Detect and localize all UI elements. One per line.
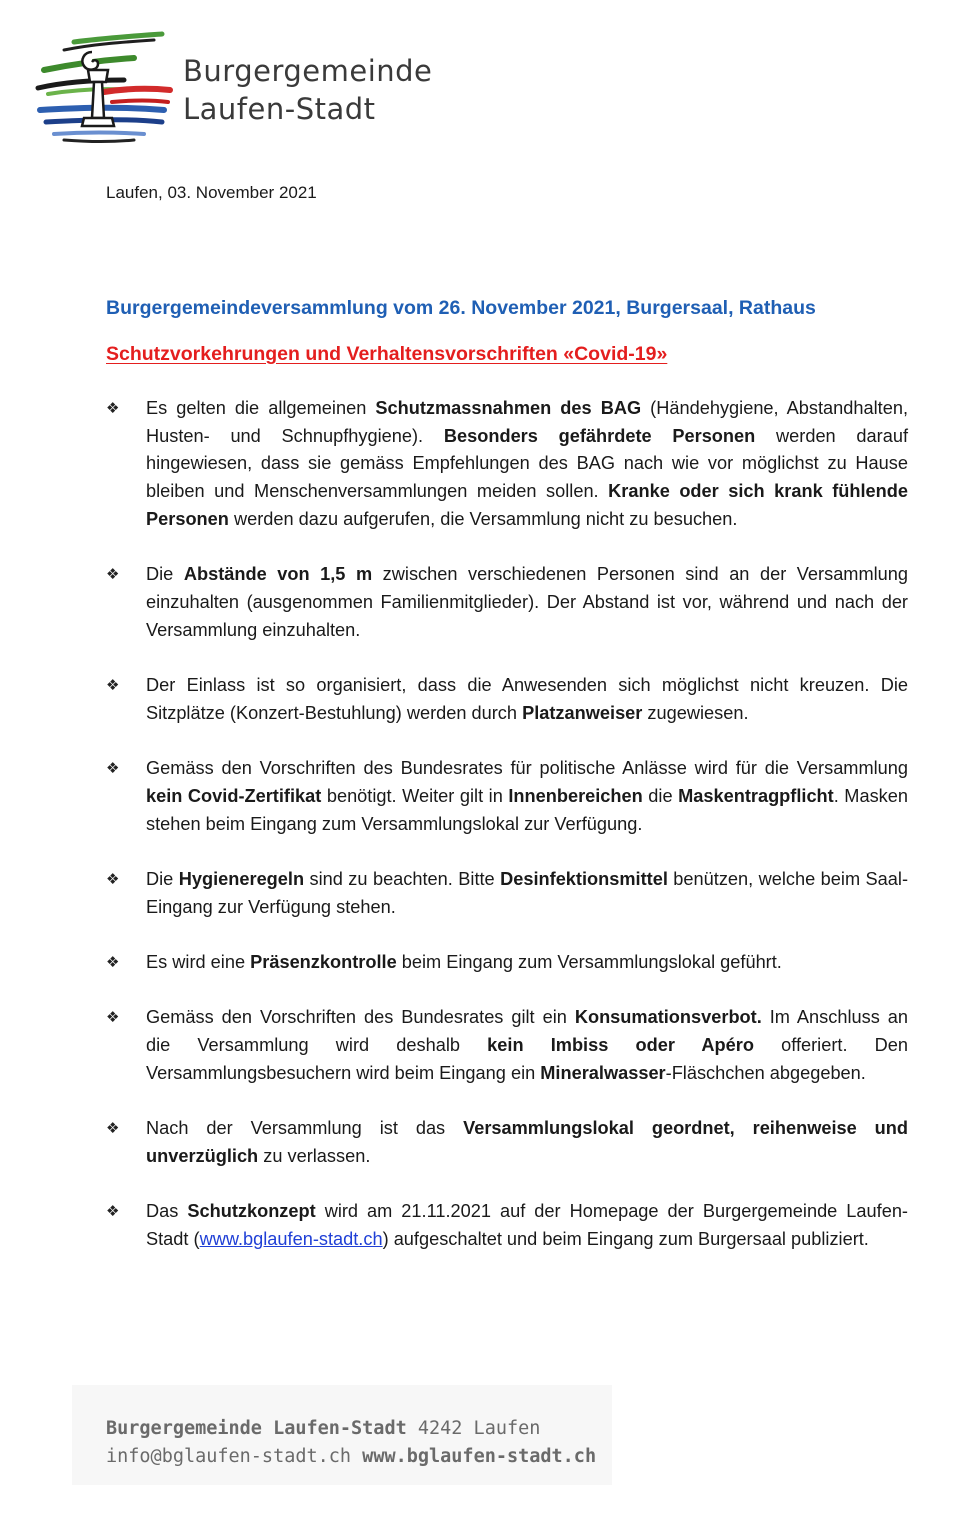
rule-text-segment: Im Anschluss an die Versammlung wird deshalb [146, 1007, 908, 1056]
rule-text-segment: zugewiesen. [642, 702, 749, 723]
rule-text [146, 672, 908, 727]
rule-text [146, 1198, 908, 1253]
rule-text-segment: benötigt. Weiter gilt in [321, 785, 509, 806]
brand-line-2: Laufen-Stadt [183, 92, 376, 126]
rule-emphasis: Maskentragpflicht [678, 785, 834, 806]
rule-emphasis: Mineralwasser [540, 1062, 666, 1083]
rule-item [106, 1004, 908, 1087]
rule-text-segment: Gemäss den Vorschriften des Bundesrates gilt ein [146, 1007, 575, 1028]
rule-text-segment: zwischen verschiedenen Personen sind an der Versammlung einzuhalten (ausgenommen Familienmitglieder). Der Abstand ist vor, während und nach der Versammlung einzuhalten. [146, 564, 908, 640]
bullet-icon: ❖ [106, 399, 120, 417]
rule-item [106, 866, 908, 921]
bullet-icon: ❖ [106, 952, 120, 971]
brand-name [183, 52, 432, 128]
footer-website[interactable]: www.bglaufen-stadt.ch [351, 1446, 597, 1467]
rule-emphasis: Besonders gefährdete Personen [443, 425, 756, 446]
rule-text-segment: Es wird eine [146, 951, 251, 972]
rule-text-segment: werden dazu aufgerufen, die Versammlung nicht zu besuchen. [228, 508, 738, 529]
brand-line-1: Burgergemeinde [183, 54, 433, 88]
footer-text [106, 1415, 596, 1471]
rule-emphasis: Versammlungslokal geordnet, reihenweise und unverzüglich [146, 1118, 908, 1166]
rule-item [106, 672, 908, 727]
rule-emphasis: Innenbereichen [508, 785, 643, 806]
rule-text-segment: -Fläschchen abgegeben. [665, 1062, 866, 1083]
rule-text-segment: die [642, 785, 679, 806]
rule-text-segment: Nach der Versammlung ist das [146, 1118, 464, 1139]
rule-text-segment: Der Einlass ist so organisiert, dass die Anwesenden sich möglichst nicht kreuzen. Die Sitzplätze (Konzert-Bestuhlung) werden durch [146, 675, 908, 723]
document-subtitle: Schutzvorkehrungen und Verhaltensvorschriften «Covid-19» [106, 343, 668, 365]
rule-emphasis: kein Covid-Zertifikat [146, 785, 322, 806]
rule-text [146, 1115, 908, 1170]
rule-text [146, 561, 908, 644]
rule-text-segment: Gemäss den Vorschriften des Bundesrates für politische Anlässe wird für die Versammlung [146, 758, 908, 779]
rule-emphasis: Kranke oder sich krank fühlende Personen [146, 481, 909, 529]
rule-text-segment: Das [146, 1201, 188, 1222]
rule-text [146, 866, 908, 921]
footer-line-2 [106, 1443, 596, 1471]
document-date: Laufen, 03. November 2021 [106, 183, 317, 202]
rule-text-segment: werden darauf hingewiesen, dass sie gemäss Empfehlungen des BAG nach wie vor möglichst zu Hause bleiben und Menschenversammlungen meiden sollen. [146, 425, 909, 502]
rule-text-segment: (Händehygiene, Abstandhalten, Husten- und Schnupfhygiene). [146, 398, 908, 446]
bullet-icon: ❖ [106, 1008, 120, 1027]
rule-item [106, 561, 908, 644]
rule-item [106, 395, 908, 534]
rule-text [146, 755, 908, 838]
rule-item [106, 1198, 908, 1253]
rule-text-segment: . Masken stehen beim Eingang zum Versammlungslokal zur Verfügung. [146, 785, 908, 834]
bullet-icon: ❖ [106, 759, 120, 778]
document-title: Burgergemeindeversammlung vom 26. November 2021, Burgersaal, Rathaus [106, 297, 816, 319]
rule-emphasis: Platzanweiser [522, 702, 643, 723]
rule-text [146, 949, 908, 977]
footer-postal: 4242 Laufen [406, 1418, 541, 1439]
rule-text-segment: wird am 21.11.2021 auf der Homepage der Burgergemeinde Laufen-Stadt ( [146, 1201, 908, 1249]
rule-text-segment: zu verlassen. [258, 1145, 371, 1166]
rule-text-segment: Die [146, 868, 179, 889]
rule-text-segment: Es gelten die allgemeinen [146, 398, 376, 418]
bullet-icon: ❖ [106, 1202, 120, 1221]
rule-emphasis: Abstände von 1,5 m [183, 564, 373, 585]
rule-item [106, 1115, 908, 1170]
rule-emphasis: Konsumationsverbot. [574, 1007, 762, 1028]
rule-emphasis: Präsenzkontrolle [250, 951, 397, 972]
rules-list [106, 395, 908, 1281]
website-link[interactable]: www.bglaufen-stadt.ch [199, 1228, 383, 1249]
bullet-icon: ❖ [106, 676, 120, 694]
rule-emphasis: Schutzkonzept [187, 1201, 316, 1222]
rule-text [146, 395, 908, 534]
footer-org: Burgergemeinde Laufen-Stadt [106, 1418, 407, 1439]
rule-text-segment: Die [146, 564, 184, 585]
rule-emphasis: Schutzmassnahmen des BAG [375, 398, 642, 418]
rule-text [146, 1004, 908, 1087]
rule-text-segment: beim Eingang zum Versammlungslokal geführt. [396, 951, 782, 972]
rule-emphasis: kein Imbiss oder Apéro [487, 1035, 754, 1056]
bullet-icon: ❖ [106, 1119, 120, 1138]
bullet-icon: ❖ [106, 565, 120, 584]
rule-emphasis: Desinfektionsmittel [500, 868, 668, 889]
footer-email[interactable]: info@bglaufen-stadt.ch [106, 1446, 352, 1467]
coat-of-arms-bishop-staff-icon [34, 30, 174, 148]
bullet-icon: ❖ [106, 869, 120, 888]
rule-text-segment: offeriert. Den Versammlungsbesuchern wird beim Eingang ein [146, 1035, 909, 1083]
rule-text-segment: sind zu beachten. Bitte [304, 868, 501, 889]
rule-item [106, 755, 908, 838]
footer-line-1 [106, 1415, 596, 1443]
rule-item [106, 949, 908, 977]
rule-emphasis: Hygieneregeln [178, 868, 305, 889]
rule-text-segment: benützen, welche beim Saal-Eingang zur Verfügung stehen. [146, 868, 908, 917]
rule-text-segment: ) aufgeschaltet und beim Eingang zum Burgersaal publiziert. [382, 1228, 869, 1249]
